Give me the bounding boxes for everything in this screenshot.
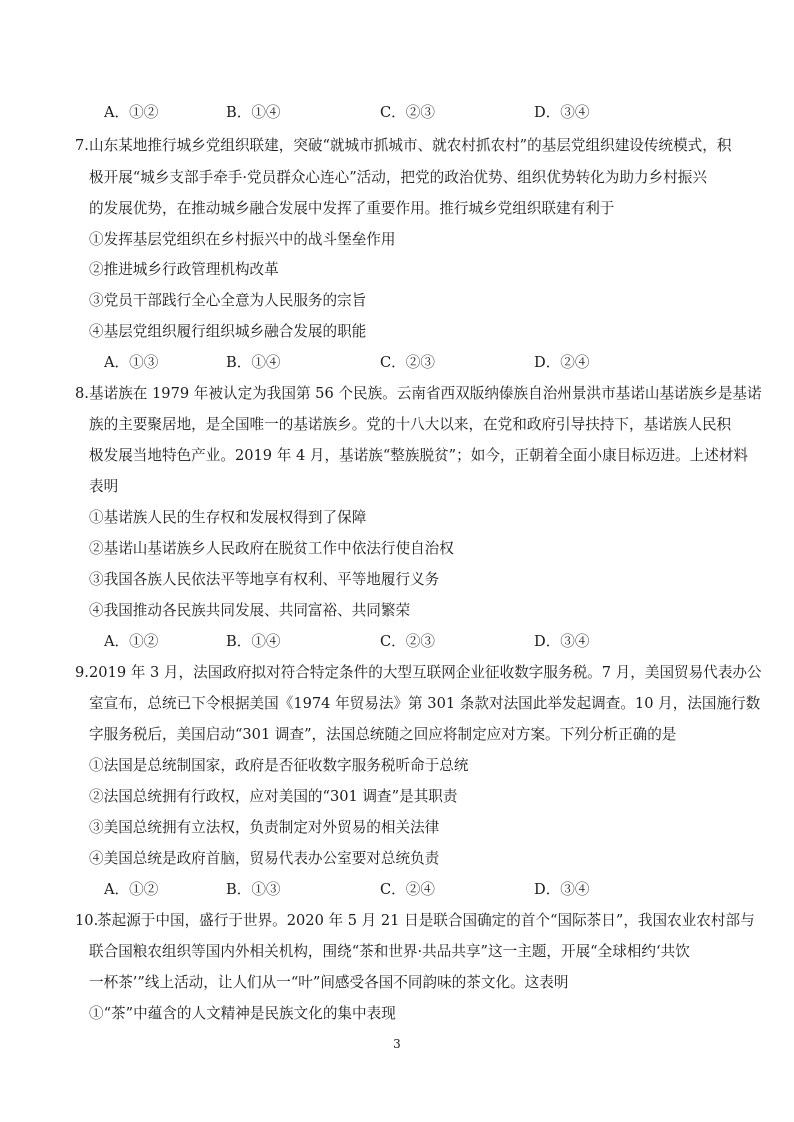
option-a: A．①② [104,881,159,898]
question-stem-line: 字服务税后，美国启动“301 调查”，法国总统随之回应将制定应对方案。下列分析正确的是 [89,726,677,743]
option-d: D．③④ [534,633,590,650]
answer-options [104,880,704,900]
option-b: B．①④ [226,633,281,650]
option-d: D．③④ [534,104,590,121]
statement-item: ①发挥基层党组织在乡村振兴中的战斗堡垒作用 [89,231,396,248]
statement-item: ④我国推动各民族共同发展、共同富裕、共同繁荣 [89,602,411,619]
statement-item: ③党员干部践行全心全意为人民服务的宗旨 [89,292,367,309]
option-d: D．③④ [534,881,590,898]
option-b: B．①④ [226,354,281,371]
option-a: A．①③ [104,354,159,371]
question-stem-line: 一杯茶’”线上活动，让人们从一“叶”间感受各国不同韵味的茶文化。这表明 [89,974,569,991]
statement-item: ②推进城乡行政管理机构改革 [89,261,279,278]
statement-item: ③美国总统拥有立法权，负责制定对外贸易的相关法律 [89,819,440,836]
question-stem-line: 基诺族在 1979 年被认定为我国第 56 个民族。云南省西双版纳傣族自治州景洪市基诺山基诺族乡是基诺 [89,385,762,402]
question-stem-line: 的发展优势，在推动城乡融合发展中发挥了重要作用。推行城乡党组织联建有利于 [89,200,615,217]
question-stem-line: 极发展当地特色产业。2019 年 4 月，基诺族“整族脱贫”；如今，正朝着全面小康目标迈进。上述材料 [89,447,749,464]
option-a: A．①② [104,633,159,650]
question-stem-line: 室宣布，总统已下令根据美国《1974 年贸易法》第 301 条款对法国此举发起调查。10 月，法国施行数 [89,695,761,712]
answer-options [104,632,704,652]
question-stem-line: 族的主要聚居地，是全国唯一的基诺族乡。党的十八大以来，在党和政府引导扶持下，基诺族人民积 [89,416,732,433]
question-stem-line: 茶起源于中国，盛行于世界。2020 年 5 月 21 日是联合国确定的首个“国际茶日”，我国农业农村部与 [97,912,755,929]
statement-item: ④基层党组织履行组织城乡融合发展的职能 [89,323,367,340]
statement-item: ①“茶”中蕴含的人文精神是民族文化的集中表现 [89,1005,396,1022]
statement-item: ①基诺族人民的生存权和发展权得到了保障 [89,509,367,526]
statement-item: ②法国总统拥有行政权，应对美国的“301 调查”是其职责 [89,788,458,805]
question-stem-line: 2019 年 3 月，法国政府拟对符合特定条件的大型互联网企业征收数字服务税。7 月，美国贸易代表办公 [89,664,762,681]
answer-options [104,353,704,373]
option-c: C．②③ [380,354,435,371]
question-number: 10. [75,912,99,929]
page-number: 3 [393,1037,401,1051]
question-stem-line: 山东某地推行城乡党组织联建，突破“就城市抓城市、就农村抓农村”的基层党组织建设传统模式，积 [89,137,732,154]
question-stem-line: 联合国粮农组织等国内外相关机构，围绕“茶和世界·共品共享”这一主题，开展“全球相约‘共饮 [89,943,690,960]
option-d: D．②④ [534,354,590,371]
option-b: B．①③ [226,881,281,898]
statement-item: ③我国各族人民依法平等地享有权利、平等地履行义务 [89,571,440,588]
question-number: 9. [75,664,89,681]
option-b: B．①④ [226,104,281,121]
option-a: A．①② [104,104,159,121]
option-c: C．②④ [380,881,435,898]
statement-item: ④美国总统是政府首脑，贸易代表办公室要对总统负责 [89,850,440,867]
prev-question-options [104,103,704,123]
option-c: C．②③ [380,104,435,121]
question-stem-line: 极开展“城乡支部手牵手·党员群众心连心”活动，把党的政治优势、组织优势转化为助力乡村振兴 [89,169,707,186]
statement-item: ①法国是总统制国家，政府是否征收数字服务税听命于总统 [89,757,469,774]
question-number: 7. [75,137,89,154]
option-c: C．②③ [380,633,435,650]
question-number: 8. [75,385,89,402]
statement-item: ②基诺山基诺族乡人民政府在脱贫工作中依法行使自治权 [89,540,454,557]
question-stem-line: 表明 [89,478,119,495]
